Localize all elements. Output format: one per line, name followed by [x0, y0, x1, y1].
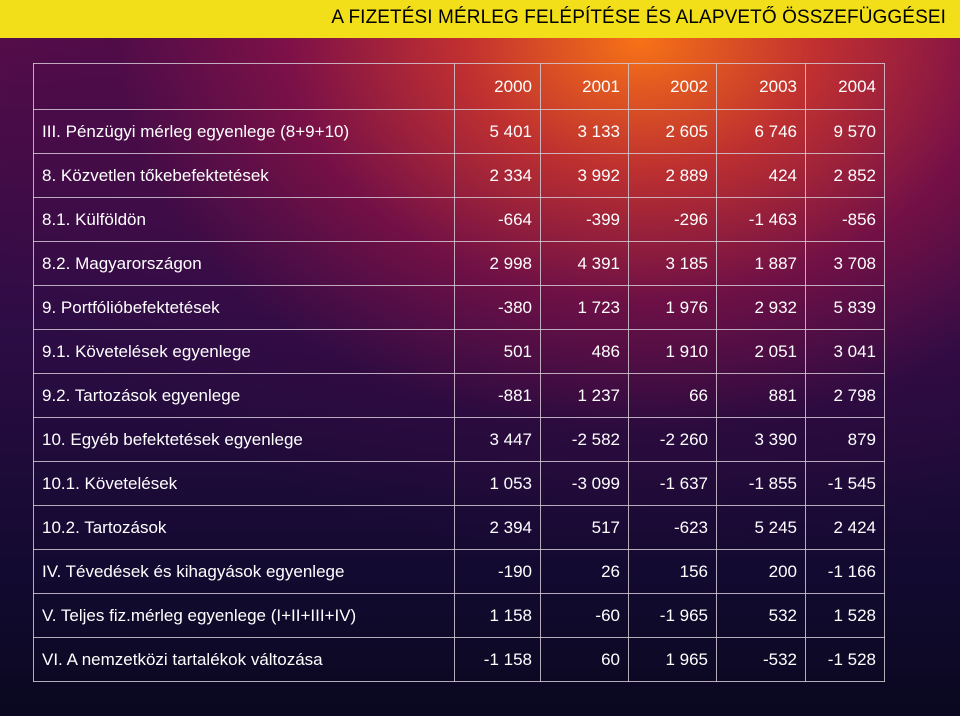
- value-cell: 1 965: [629, 638, 717, 682]
- table-row: [34, 638, 885, 682]
- value-cell: 9 570: [806, 110, 885, 154]
- row-label: IV. Tévedések és kihagyások egyenlege: [34, 550, 455, 594]
- row-label: 10.2. Tartozások: [34, 506, 455, 550]
- value-cell: -1 855: [717, 462, 806, 506]
- value-cell: -60: [541, 594, 629, 638]
- value-cell: 879: [806, 418, 885, 462]
- balance-of-payments-table: [33, 63, 885, 682]
- value-cell: -3 099: [541, 462, 629, 506]
- value-cell: -296: [629, 198, 717, 242]
- header-label-cell: [34, 64, 455, 110]
- title-bar: [0, 0, 960, 38]
- value-cell: 2 605: [629, 110, 717, 154]
- value-cell: -1 463: [717, 198, 806, 242]
- value-cell: -1 158: [455, 638, 541, 682]
- year-header: 2003: [717, 64, 806, 110]
- value-cell: -623: [629, 506, 717, 550]
- row-label: 8.2. Magyarországon: [34, 242, 455, 286]
- value-cell: 2 998: [455, 242, 541, 286]
- table-row: [34, 242, 885, 286]
- value-cell: 5 245: [717, 506, 806, 550]
- year-header: 2000: [455, 64, 541, 110]
- value-cell: 3 708: [806, 242, 885, 286]
- value-cell: 2 394: [455, 506, 541, 550]
- value-cell: -1 637: [629, 462, 717, 506]
- value-cell: 1 237: [541, 374, 629, 418]
- value-cell: -399: [541, 198, 629, 242]
- value-cell: -532: [717, 638, 806, 682]
- value-cell: 1 158: [455, 594, 541, 638]
- table-header-row: [34, 64, 885, 110]
- row-label: 8.1. Külföldön: [34, 198, 455, 242]
- table-row: [34, 154, 885, 198]
- table-row: [34, 330, 885, 374]
- value-cell: 156: [629, 550, 717, 594]
- value-cell: 3 185: [629, 242, 717, 286]
- value-cell: 517: [541, 506, 629, 550]
- value-cell: -2 260: [629, 418, 717, 462]
- value-cell: 2 424: [806, 506, 885, 550]
- page-title: A FIZETÉSI MÉRLEG FELÉPÍTÉSE ÉS ALAPVETŐ ÖSSZEFÜGGÉSEI: [331, 7, 946, 28]
- value-cell: 501: [455, 330, 541, 374]
- value-cell: -1 545: [806, 462, 885, 506]
- value-cell: 26: [541, 550, 629, 594]
- value-cell: 66: [629, 374, 717, 418]
- row-label: 9.2. Tartozások egyenlege: [34, 374, 455, 418]
- value-cell: 3 992: [541, 154, 629, 198]
- row-label: 8. Közvetlen tőkebefektetések: [34, 154, 455, 198]
- table-row: [34, 374, 885, 418]
- value-cell: 532: [717, 594, 806, 638]
- value-cell: 3 447: [455, 418, 541, 462]
- value-cell: -380: [455, 286, 541, 330]
- table-row: [34, 550, 885, 594]
- value-cell: 2 932: [717, 286, 806, 330]
- table-row: [34, 594, 885, 638]
- table-row: [34, 198, 885, 242]
- row-label: VI. A nemzetközi tartalékok változása: [34, 638, 455, 682]
- value-cell: 6 746: [717, 110, 806, 154]
- value-cell: -856: [806, 198, 885, 242]
- row-label: 9.1. Követelések egyenlege: [34, 330, 455, 374]
- value-cell: 2 051: [717, 330, 806, 374]
- value-cell: 200: [717, 550, 806, 594]
- year-header: 2001: [541, 64, 629, 110]
- value-cell: 2 798: [806, 374, 885, 418]
- value-cell: 1 528: [806, 594, 885, 638]
- value-cell: -1 166: [806, 550, 885, 594]
- row-label: 10.1. Követelések: [34, 462, 455, 506]
- value-cell: 1 976: [629, 286, 717, 330]
- value-cell: 3 041: [806, 330, 885, 374]
- value-cell: -2 582: [541, 418, 629, 462]
- table-row: [34, 462, 885, 506]
- year-header: 2002: [629, 64, 717, 110]
- table-body: [34, 64, 885, 682]
- table-row: [34, 110, 885, 154]
- value-cell: 881: [717, 374, 806, 418]
- table-row: [34, 418, 885, 462]
- value-cell: 4 391: [541, 242, 629, 286]
- row-label: V. Teljes fiz.mérleg egyenlege (I+II+III+IV): [34, 594, 455, 638]
- value-cell: -1 965: [629, 594, 717, 638]
- table-row: [34, 506, 885, 550]
- value-cell: 1 723: [541, 286, 629, 330]
- value-cell: 3 133: [541, 110, 629, 154]
- value-cell: 1 910: [629, 330, 717, 374]
- value-cell: 2 334: [455, 154, 541, 198]
- row-label: III. Pénzügyi mérleg egyenlege (8+9+10): [34, 110, 455, 154]
- value-cell: 60: [541, 638, 629, 682]
- row-label: 9. Portfólióbefektetések: [34, 286, 455, 330]
- value-cell: 424: [717, 154, 806, 198]
- value-cell: 5 401: [455, 110, 541, 154]
- value-cell: 2 852: [806, 154, 885, 198]
- row-label: 10. Egyéb befektetések egyenlege: [34, 418, 455, 462]
- year-header: 2004: [806, 64, 885, 110]
- value-cell: 486: [541, 330, 629, 374]
- value-cell: 1 053: [455, 462, 541, 506]
- table-row: [34, 286, 885, 330]
- value-cell: -664: [455, 198, 541, 242]
- value-cell: 3 390: [717, 418, 806, 462]
- value-cell: -1 528: [806, 638, 885, 682]
- value-cell: 5 839: [806, 286, 885, 330]
- value-cell: 1 887: [717, 242, 806, 286]
- value-cell: -190: [455, 550, 541, 594]
- value-cell: 2 889: [629, 154, 717, 198]
- value-cell: -881: [455, 374, 541, 418]
